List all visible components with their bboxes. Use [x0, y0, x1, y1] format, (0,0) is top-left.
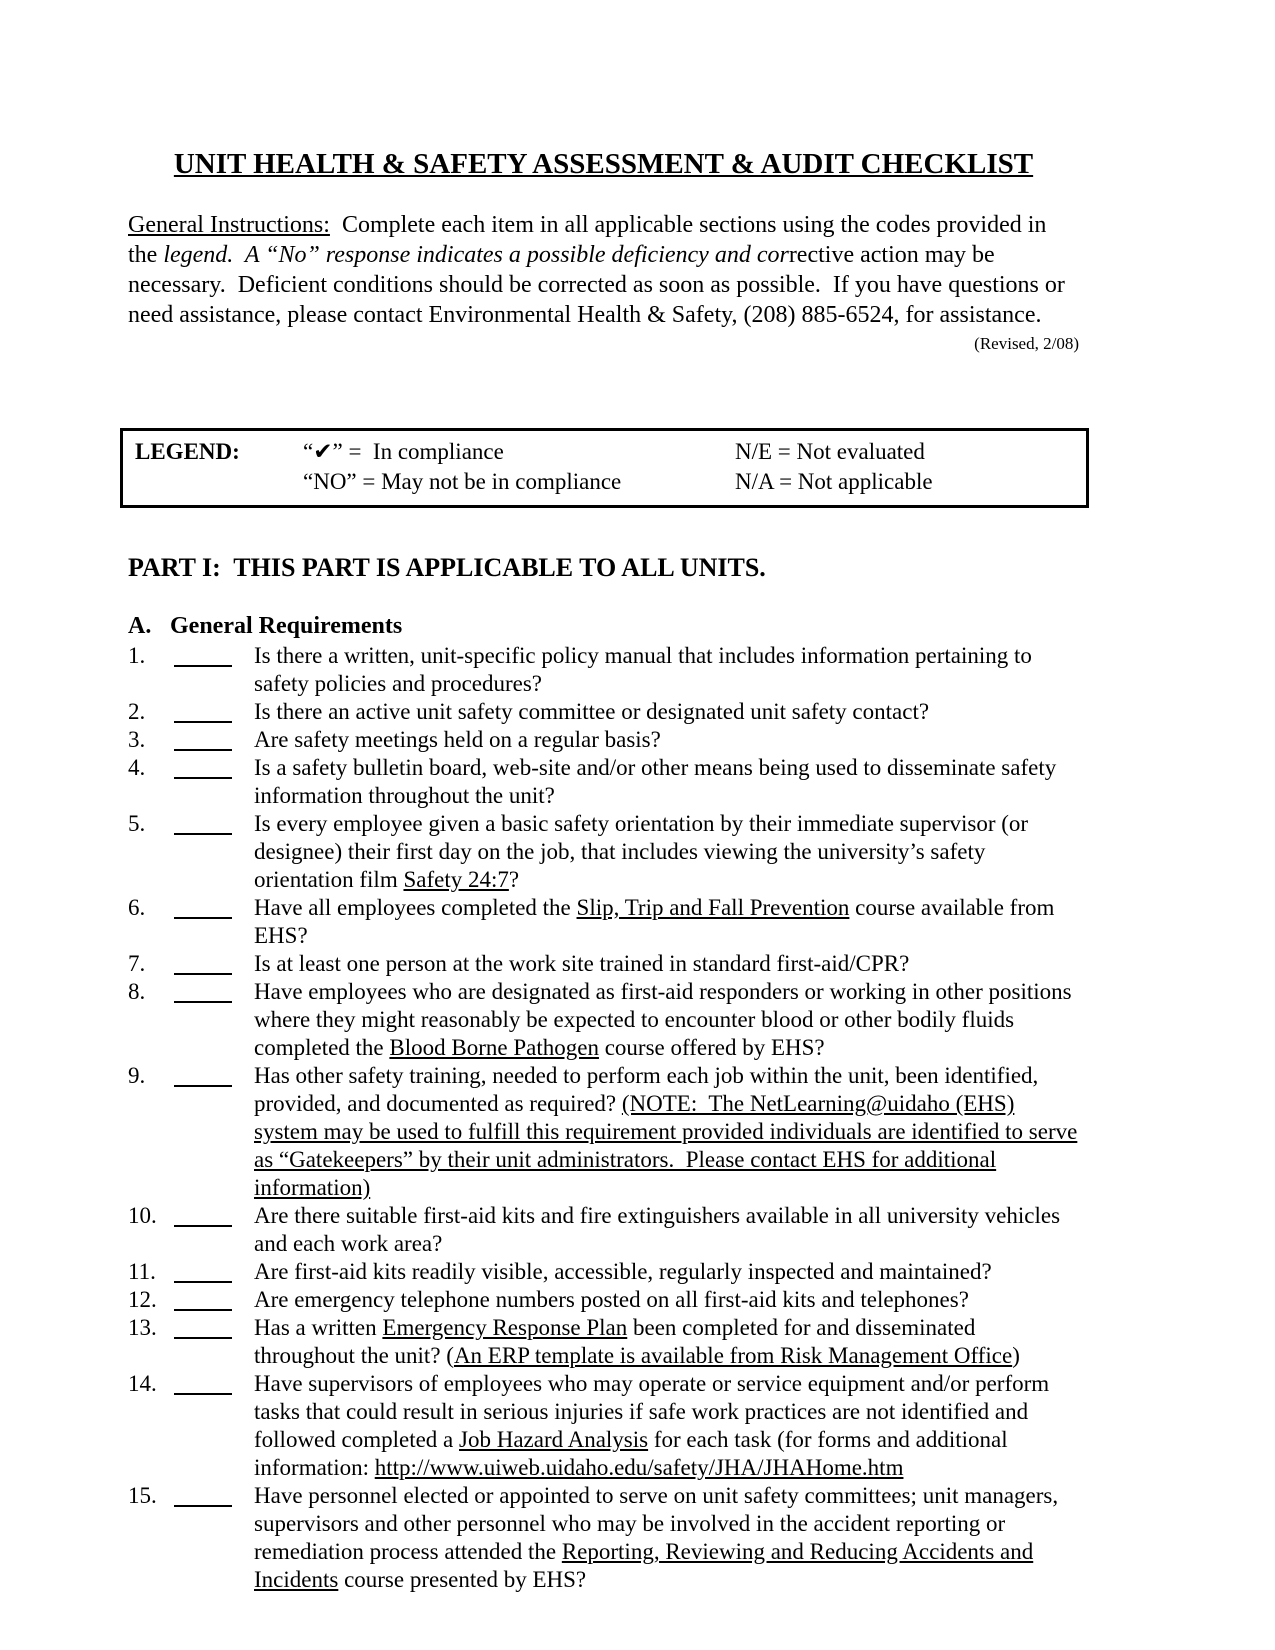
- plain-text: Are first-aid kits readily visible, accessible, regularly inspected and maintained?: [254, 1259, 992, 1284]
- plain-text: Is there an active unit safety committee or designated unit safety contact?: [254, 699, 930, 724]
- checklist-item: [128, 1314, 1079, 1370]
- item-number: 11.: [128, 1259, 156, 1284]
- legend-evaluation-column: [735, 437, 1074, 497]
- checklist-item: [128, 1062, 1079, 1202]
- section-letter: A.: [128, 613, 152, 639]
- response-blank[interactable]: [174, 1202, 232, 1227]
- response-blank[interactable]: [174, 754, 232, 779]
- item-number: 10.: [128, 1203, 157, 1228]
- response-blank[interactable]: [174, 726, 232, 751]
- plain-text: Have supervisors of employees who may operate or service equipment and/or perform tasks that could result in serious injuries if safe work practices are not identified and followed completed a: [254, 1371, 1050, 1452]
- item-number: 12.: [128, 1287, 157, 1312]
- plain-text: Have all employees completed the: [254, 895, 577, 920]
- checklist-item: [128, 698, 1079, 726]
- checklist: [128, 642, 1079, 1594]
- plain-text: Is every employee given a basic safety orientation by their immediate supervisor (or designee) their first day on the job, that includes viewing the university’s safety orientation film: [254, 811, 1029, 892]
- checklist-item: [128, 1286, 1079, 1314]
- underlined-text: Safety 24:7: [403, 867, 509, 892]
- response-blank[interactable]: [174, 1258, 232, 1283]
- item-text: [254, 1062, 1079, 1202]
- revision-note: (Revised, 2/08): [974, 334, 1079, 353]
- underlined-text: Emergency Response Plan: [382, 1315, 628, 1340]
- checklist-item: [128, 1258, 1079, 1286]
- item-number: 3.: [128, 727, 146, 752]
- response-blank[interactable]: [174, 894, 232, 919]
- section-heading: [128, 612, 1079, 640]
- plain-text: Is there a written, unit-specific policy manual that includes information pertaining to safety policies and procedures?: [254, 643, 1032, 696]
- item-text: [254, 978, 1079, 1062]
- legend-item-not-evaluated: N/E = Not evaluated: [735, 439, 925, 464]
- item-text: [254, 894, 1079, 950]
- checklist-item: [128, 978, 1079, 1062]
- response-blank[interactable]: [174, 978, 232, 1003]
- plain-text: Have personnel elected or appointed to serve on unit safety committees; unit managers, supervisors and other personnel who may be involved in the accident reporting or remediation process attended the: [254, 1483, 1059, 1564]
- instructions-segment: rective action may be necessary. Deficient conditions should be corrected as soon as possible. If you have questions or need assistance, please contact Environmental Health & Safety, (208) 885-6524, for assistance.: [128, 242, 1065, 328]
- response-blank[interactable]: [174, 1062, 232, 1087]
- plain-text: Is a safety bulletin board, web-site and/or other means being used to disseminate safety information throughout the unit?: [254, 755, 1057, 808]
- item-number: 4.: [128, 755, 146, 780]
- item-number: 2.: [128, 699, 146, 724]
- underlined-text: (NOTE: The NetLearning@uidaho (EHS) system may be used to fulfill this requirement provided individuals are identified to serve as “Gatekeepers” by their unit administrators. Please contact EHS for additional information): [254, 1091, 1078, 1200]
- plain-text: been completed for and disseminated throughout the unit? (: [254, 1315, 976, 1368]
- plain-text: Are there suitable first-aid kits and fire extinguishers available in all university vehicles and each work area?: [254, 1203, 1061, 1256]
- item-text: [254, 754, 1079, 810]
- item-number: 5.: [128, 811, 146, 836]
- checklist-item: [128, 642, 1079, 698]
- underlined-text: An ERP template is available from Risk Management Office: [453, 1343, 1013, 1368]
- item-number: 9.: [128, 1063, 146, 1088]
- plain-text: Are emergency telephone numbers posted on all first-aid kits and telephones?: [254, 1287, 969, 1312]
- item-number: 15.: [128, 1483, 157, 1508]
- checklist-item: [128, 726, 1079, 754]
- legend-item-not-applicable: N/A = Not applicable: [735, 469, 933, 494]
- general-instructions: [128, 210, 1079, 330]
- plain-text: Has other safety training, needed to perform each job within the unit, been identified, provided, and documented as required?: [254, 1063, 1039, 1116]
- plain-text: course offered by EHS?: [598, 1035, 825, 1060]
- legend-compliance-column: [303, 437, 735, 497]
- item-number: 14.: [128, 1371, 157, 1396]
- checklist-item: [128, 1482, 1079, 1594]
- part-heading: PART I: THIS PART IS APPLICABLE TO ALL UNITS.: [128, 553, 766, 582]
- instructions-segment: Complete each item in all applicable sections using the codes provided in the: [128, 212, 1047, 268]
- page-title: UNIT HEALTH & SAFETY ASSESSMENT & AUDIT CHECKLIST: [173, 148, 1034, 180]
- plain-text: course available from EHS?: [254, 895, 1055, 948]
- plain-text: for each task (for forms and additional information:: [254, 1427, 1008, 1480]
- item-text: [254, 1258, 1079, 1286]
- item-text: [254, 642, 1079, 698]
- response-blank[interactable]: [174, 1370, 232, 1395]
- item-text: [254, 726, 1079, 754]
- item-text: [254, 1370, 1079, 1482]
- instructions-segment: General Instructions:: [128, 212, 330, 238]
- response-blank[interactable]: [174, 642, 232, 667]
- item-number: 1.: [128, 643, 146, 668]
- legend-box: [120, 428, 1089, 508]
- item-number: 6.: [128, 895, 146, 920]
- underlined-text: Blood Borne Pathogen: [389, 1035, 599, 1060]
- checklist-item: [128, 894, 1079, 950]
- response-blank[interactable]: [174, 810, 232, 835]
- underlined-text: Slip, Trip and Fall Prevention: [576, 895, 850, 920]
- plain-text: Have employees who are designated as first-aid responders or working in other positions where they might reasonably be expected to encounter blood or other bodily fluids completed the: [254, 979, 1072, 1060]
- checklist-item: [128, 1202, 1079, 1258]
- legend-item-not-in-compliance: “NO” = May not be in compliance: [303, 469, 622, 494]
- response-blank[interactable]: [174, 1286, 232, 1311]
- plain-text: ?: [508, 867, 520, 892]
- response-blank[interactable]: [174, 1482, 232, 1507]
- item-text: [254, 1286, 1079, 1314]
- checklist-item: [128, 950, 1079, 978]
- item-text: [254, 950, 1079, 978]
- checklist-item: [128, 754, 1079, 810]
- underlined-text: Reporting, Reviewing and Reducing Accidents and Incidents: [254, 1539, 1034, 1592]
- response-blank[interactable]: [174, 698, 232, 723]
- checklist-item: [128, 810, 1079, 894]
- plain-text: ): [1012, 1343, 1020, 1368]
- item-text: [254, 810, 1079, 894]
- legend-item-in-compliance: “✔” = In compliance: [303, 439, 504, 464]
- item-number: 13.: [128, 1315, 157, 1340]
- plain-text: Are safety meetings held on a regular basis?: [254, 727, 661, 752]
- item-text: [254, 1482, 1079, 1594]
- underlined-text: http://www.uiweb.uidaho.edu/safety/JHA/JHAHome.htm: [374, 1455, 904, 1480]
- section-title: General Requirements: [170, 613, 403, 639]
- item-text: [254, 1314, 1079, 1370]
- plain-text: course presented by EHS?: [338, 1567, 587, 1592]
- checklist-item: [128, 1370, 1079, 1482]
- item-text: [254, 698, 1079, 726]
- underlined-text: Job Hazard Analysis: [459, 1427, 649, 1452]
- plain-text: Is at least one person at the work site trained in standard first-aid/CPR?: [254, 951, 910, 976]
- item-number: 7.: [128, 951, 146, 976]
- plain-text: Has a written: [254, 1315, 383, 1340]
- instructions-segment: legend. A “No” response indicates a possible deficiency and cor: [163, 242, 789, 268]
- response-blank[interactable]: [174, 950, 232, 975]
- item-number: 8.: [128, 979, 146, 1004]
- legend-label: LEGEND:: [135, 439, 240, 464]
- response-blank[interactable]: [174, 1314, 232, 1339]
- item-text: [254, 1202, 1079, 1258]
